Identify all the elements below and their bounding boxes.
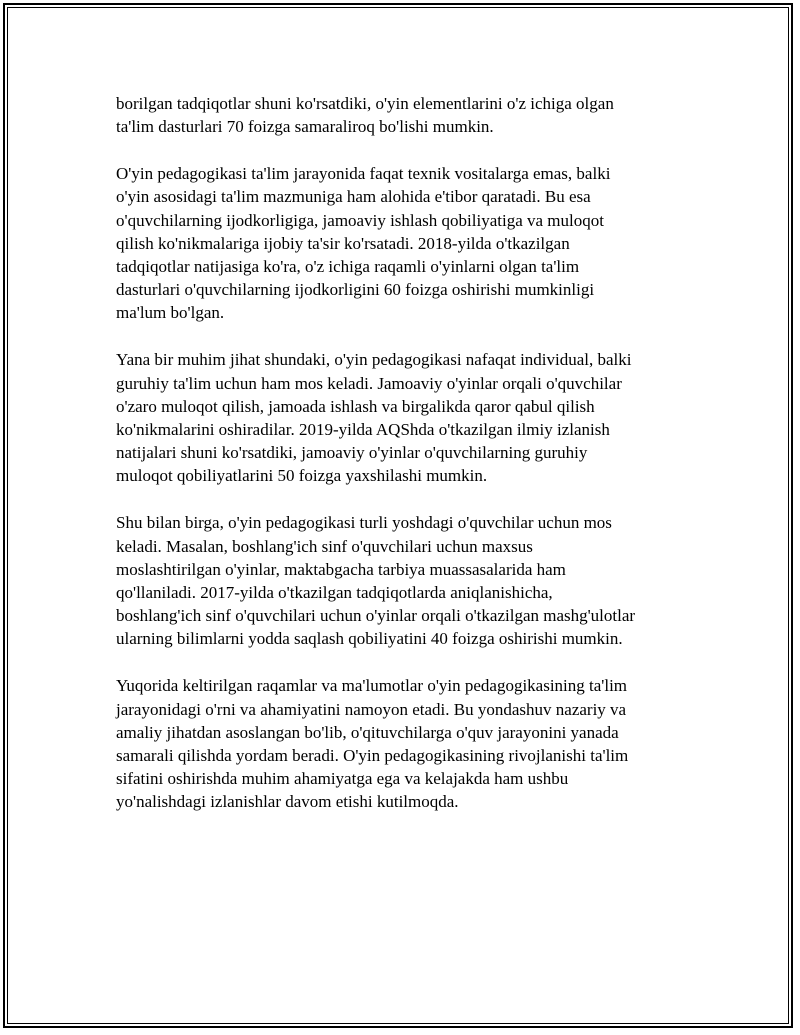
text-line: ko'nikmalarini oshiradilar. 2019-yilda AQShda o'tkazilgan ilmiy izlanish [116,420,610,440]
text-line: qo'llaniladi. 2017-yilda o'tkazilgan tadqiqotlarda aniqlanishicha, [116,583,553,603]
text-line: muloqot qobiliyatlarini 50 foizga yaxshilashi mumkin. [116,466,488,486]
text-line: ma'lum bo'lgan. [116,303,225,323]
paragraph-4 [116,511,706,650]
text-line: Yana bir muhim jihat shundaki, o'yin pedagogikasi nafaqat individual, balki [116,350,632,370]
text-line: Shu bilan birga, o'yin pedagogikasi turli yoshdagi o'quvchilar uchun mos [116,513,612,533]
text-line: moslashtirilgan o'yinlar, maktabgacha tarbiya muassasalarida ham [116,559,566,579]
text-line: samarali qilishda yordam beradi. O'yin pedagogikasining rivojlanishi ta'lim [116,746,629,766]
text-line: o'yin asosidagi ta'lim mazmuniga ham alohida e'tibor qaratadi. Bu esa [116,187,591,207]
text-line: keladi. Masalan, boshlang'ich sinf o'quvchilari uchun maxsus [116,536,533,556]
text-line: ta'lim dasturlari 70 foizga samaraliroq bo'lishi mumkin. [116,117,494,137]
paragraph-1 [116,92,706,138]
text-line: natijalari shuni ko'rsatdiki, jamoaviy o'yinlar o'quvchilarning guruhiy [116,443,588,463]
text-line: o'zaro muloqot qilish, jamoada ishlash va birgalikda qaror qabul qilish [116,396,595,416]
paragraph-2 [116,162,706,324]
text-line: qilish ko'nikmalariga ijobiy ta'sir ko'rsatadi. 2018-yilda o'tkazilgan [116,233,570,253]
text-line: yo'nalishdagi izlanishlar davom etishi kutilmoqda. [116,792,459,812]
text-line: dasturlari o'quvchilarning ijodkorligini 60 foizga oshirishi mumkinligi [116,280,595,300]
text-line: tadqiqotlar natijasiga ko'ra, o'z ichiga raqamli o'yinlarni olgan ta'lim [116,257,580,277]
document-body [116,92,706,837]
text-line: borilgan tadqiqotlar shuni ko'rsatdiki, o'yin elementlarini o'z ichiga olgan [116,94,614,113]
text-line: ularning bilimlarni yodda saqlash qobiliyatini 40 foizga oshirishi mumkin. [116,629,623,649]
paragraph-5 [116,674,706,813]
text-line: o'quvchilarning ijodkorligiga, jamoaviy ishlash qobiliyatiga va muloqot [116,210,604,230]
text-line: boshlang'ich sinf o'quvchilari uchun o'yinlar orqali o'tkazilgan mashg'ulotlar [116,606,636,626]
text-line: jarayonidagi o'rni va ahamiyatini namoyon etadi. Bu yondashuv nazariy va [116,699,627,719]
text-line: sifatini oshirishda muhim ahamiyatga ega va kelajakda ham ushbu [116,769,569,789]
text-line: Yuqorida keltirilgan raqamlar va ma'lumotlar o'yin pedagogikasining ta'lim [116,676,628,696]
paragraph-3 [116,348,706,487]
text-line: amaliy jihatdan asoslangan bo'lib, o'qituvchilarga o'quv jarayonini yanada [116,722,619,742]
text-line: O'yin pedagogikasi ta'lim jarayonida faqat texnik vositalarga emas, balki [116,164,611,184]
text-line: guruhiy ta'lim uchun ham mos keladi. Jamoaviy o'yinlar orqali o'quvchilar [116,373,622,393]
